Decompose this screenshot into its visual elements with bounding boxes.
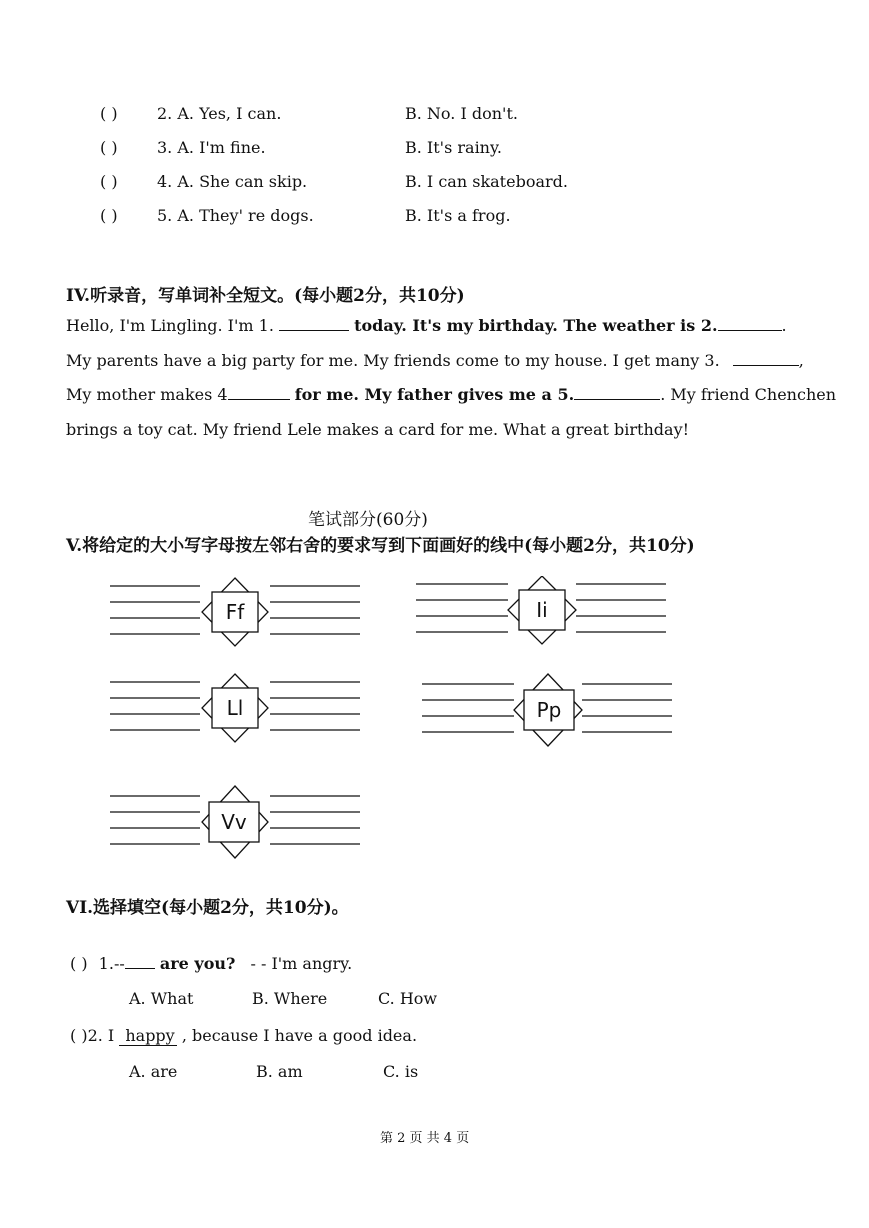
question-option-a: 3. A. I'm fine. (157, 138, 266, 157)
option-c[interactable]: C. How (378, 989, 438, 1008)
blank-4[interactable] (228, 385, 290, 400)
passage-line-2 (66, 351, 804, 370)
handwriting-block-pp (420, 672, 676, 748)
written-part-title: 笔试部分(60分) (308, 510, 428, 530)
answer-paren[interactable]: ( ) (100, 104, 118, 123)
handwriting-block-ll (108, 672, 364, 748)
option-a[interactable]: A. What (129, 989, 194, 1008)
passage-text: . My friend Chenchen (660, 385, 837, 404)
question-option-b: B. I can skateboard. (405, 172, 568, 191)
blank-5[interactable] (574, 385, 660, 400)
passage-text: for me. My father gives me a 5. (294, 385, 575, 404)
question-1 (70, 954, 352, 973)
passage-text: My parents have a big party for me. My friends come to my house. I get many 3. (66, 351, 720, 370)
question-text: 1.-- (98, 954, 125, 973)
question-option-a: 4. A. She can skip. (157, 172, 308, 191)
option-a[interactable]: A. are (129, 1062, 178, 1081)
passage-text: , (798, 351, 804, 370)
handwriting-block-vv (108, 784, 364, 860)
question-2 (70, 1026, 417, 1045)
blank[interactable] (125, 954, 155, 969)
question-option-a: 5. A. They' re dogs. (157, 206, 314, 225)
question-text: , because I have a good idea. (181, 1026, 418, 1045)
section4-heading: IV.听录音，写单词补全短文。(每小题2分，共10分) (66, 286, 465, 306)
letter-ll: Ll (226, 696, 244, 720)
answer-paren[interactable]: ( ) (70, 1026, 88, 1045)
letter-ii: Ii (536, 598, 548, 622)
handwriting-block-ff (108, 576, 364, 652)
page-footer: 第 2 页 共 4 页 (380, 1131, 470, 1146)
option-c[interactable]: C. is (383, 1062, 419, 1081)
option-b[interactable]: B. Where (252, 989, 328, 1008)
passage-text: today. It's my birthday. The weather is 2. (354, 316, 718, 335)
section6-heading: VI.选择填空(每小题2分，共10分)。 (66, 898, 349, 918)
letter-pp: Pp (536, 698, 562, 722)
passage-text: Hello, I'm Lingling. I'm 1. (66, 316, 274, 335)
passage-line-4: brings a toy cat. My friend Lele makes a card for me. What a great birthday! (66, 420, 690, 439)
blank-1[interactable] (279, 316, 349, 331)
answer-paren[interactable]: ( ) (100, 138, 118, 157)
question-text: - - I'm angry. (250, 954, 353, 973)
question-text: are you? (159, 954, 236, 973)
passage-text: . (781, 316, 787, 335)
answer-word[interactable]: happy (119, 1026, 176, 1046)
blank-3[interactable] (733, 351, 799, 366)
question-option-b: B. It's rainy. (405, 138, 502, 157)
section5-heading: V.将给定的大小写字母按左邻右舍的要求写到下面画好的线中(每小题2分，共10分) (66, 536, 695, 556)
passage-line-1 (66, 316, 787, 335)
question-option-b: B. No. I don't. (405, 104, 518, 123)
question-text: 2. I (87, 1026, 115, 1045)
question-option-a: 2. A. Yes, I can. (157, 104, 282, 123)
handwriting-block-ii (414, 576, 670, 652)
answer-paren[interactable]: ( ) (100, 172, 118, 191)
answer-paren[interactable]: ( ) (70, 954, 88, 973)
letter-vv: Vv (221, 810, 247, 834)
blank-2[interactable] (718, 316, 782, 331)
passage-text: My mother makes 4 (66, 385, 228, 404)
answer-paren[interactable]: ( ) (100, 206, 118, 225)
question-option-b: B. It's a frog. (405, 206, 511, 225)
letter-ff: Ff (225, 600, 245, 624)
option-b[interactable]: B. am (256, 1062, 303, 1081)
passage-line-3 (66, 385, 836, 404)
